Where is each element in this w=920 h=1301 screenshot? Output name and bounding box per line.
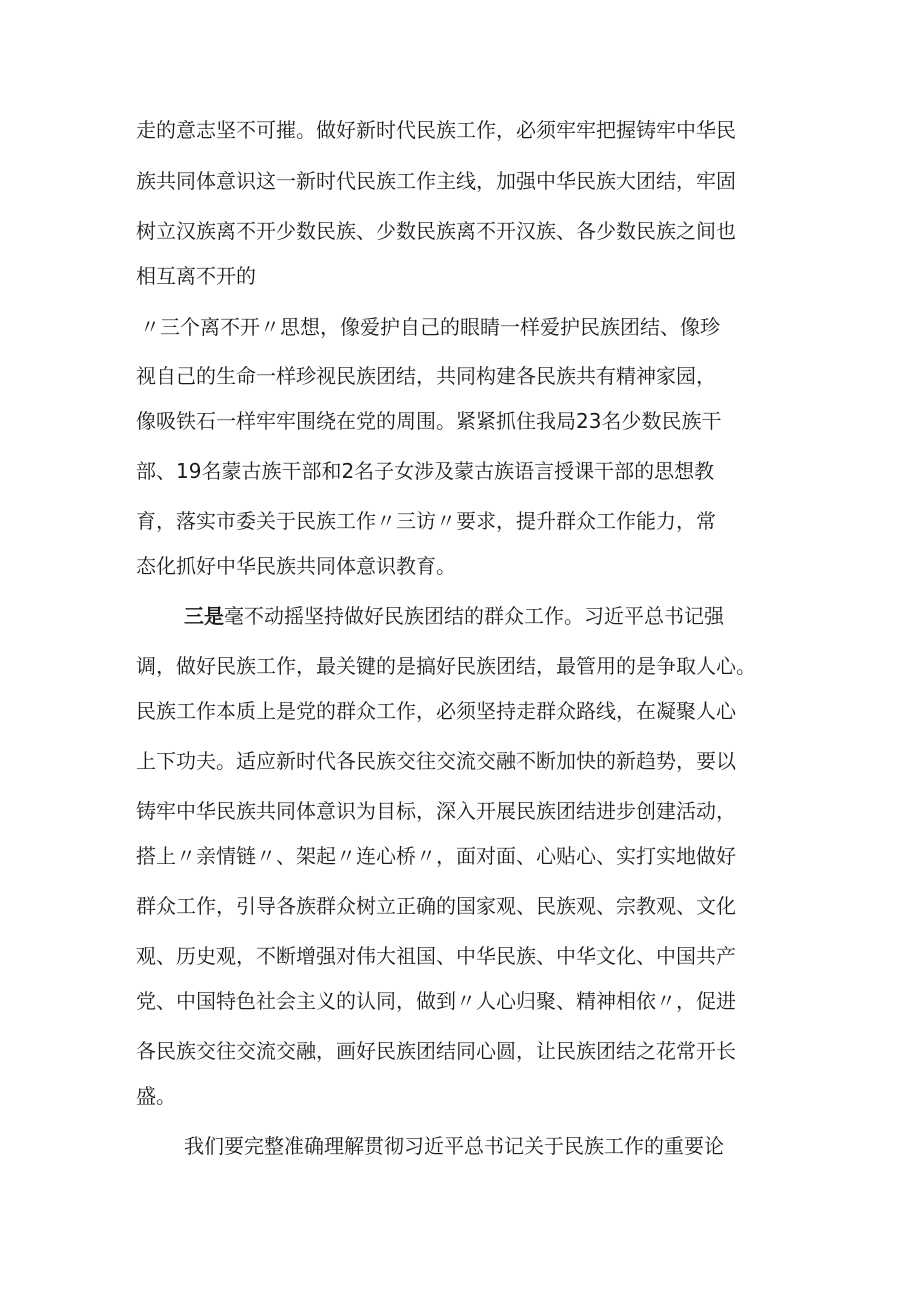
text-line-16: 搭上〃亲情链〃、架起〃连心桥〃，面对面、心贴心、实打实地做好 [136,844,736,868]
text-line-7: 像吸铁石一样牢牢围绕在党的周围。紧紧抓住我局23名少数民族干 [136,409,722,433]
section-heading-line [184,602,724,630]
text-line-17: 群众工作，引导各族群众树立正确的国家观、民族观、宗教观、文化 [136,894,736,918]
text-line-1: 走的意志坚不可摧。做好新时代民族工作，必须牢牢把握铸牢中华民 [136,118,736,142]
text-line-18: 观、历史观，不断增强对伟大祖国、中华民族、中华文化、中国共产 [136,944,736,968]
text-line-6: 视自己的生命一样珍视民族团结，共同构建各民族共有精神家园， [136,364,716,388]
text-line-9: 育，落实市委关于民族工作〃三访〃要求，提升群众工作能力，常 [136,509,716,533]
text-line-8: 部、19名蒙古族干部和2名子女涉及蒙古族语言授课干部的思想教 [136,459,715,483]
text-line-14: 上下功夫。适应新时代各民族交往交流交融不断加快的新趋势，要以 [136,749,736,773]
section-label: 三是 [184,604,224,628]
text-line-22: 我们要完整准确理解贯彻习近平总书记关于民族工作的重要论 [184,1134,724,1158]
section-heading-text: 毫不动摇坚持做好民族团结的群众工作。习近平总书记强 [224,604,724,628]
text-line-5: 〃三个离不开〃思想，像爱护自己的眼睛一样爱护民族团结、像珍 [140,315,720,339]
text-line-4: 相互离不开的 [136,264,256,288]
text-line-15: 铸牢中华民族共同体意识为目标，深入开展民族团结进步创建活动， [136,799,736,823]
text-line-12: 调，做好民族工作，最关键的是搞好民族团结，最管用的是争取人心。 [136,654,756,678]
text-line-13: 民族工作本质上是党的群众工作，必须坚持走群众路线，在凝聚人心 [136,699,736,723]
text-line-19: 党、中国特色社会主义的认同，做到〃人心归聚、精神相依〃，促进 [136,989,736,1013]
text-line-20: 各民族交往交流交融，画好民族团结同心圆，让民族团结之花常开长 [136,1039,736,1063]
text-line-21: 盛。 [136,1084,176,1108]
text-line-10: 态化抓好中华民族共同体意识教育。 [136,554,456,578]
text-line-2: 族共同体意识这一新时代民族工作主线，加强中华民族大团结，牢固 [136,169,736,193]
text-line-3: 树立汉族离不开少数民族、少数民族离不开汉族、各少数民族之间也 [136,219,736,243]
